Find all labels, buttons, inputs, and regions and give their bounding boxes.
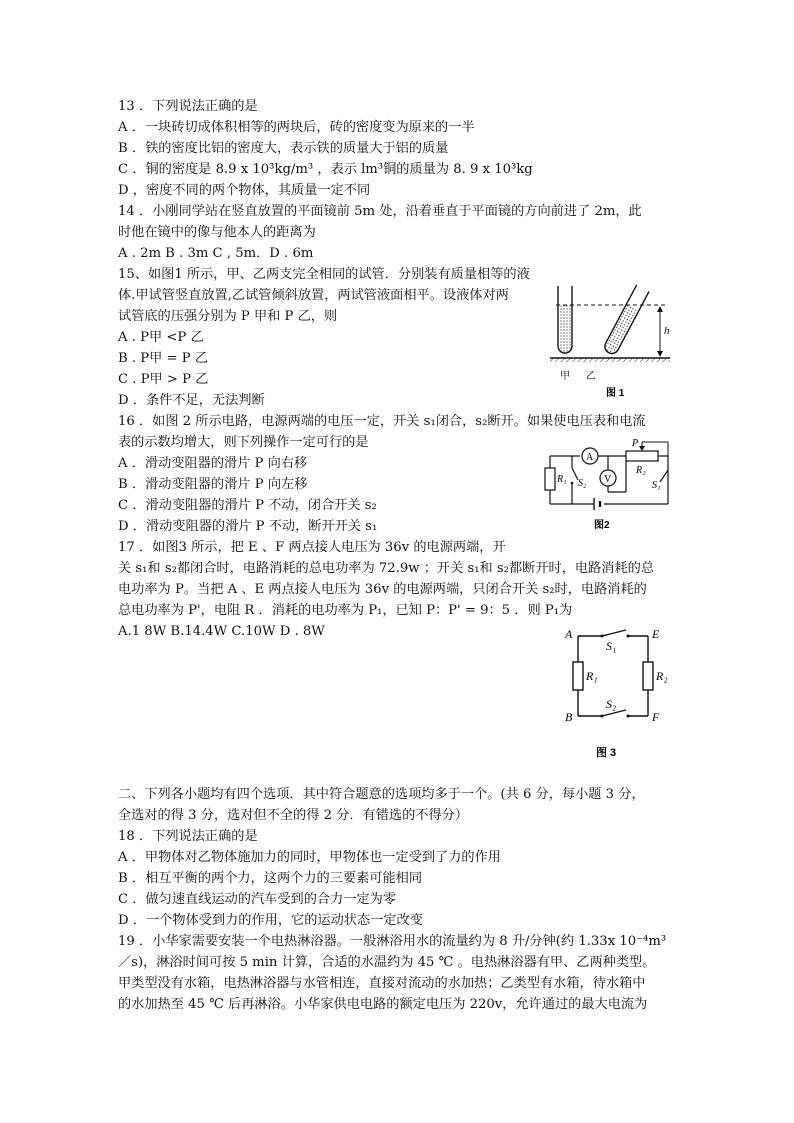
figure-3-label-b: B xyxy=(565,710,573,724)
q15-option-a: A . P甲 <P 乙 xyxy=(118,330,204,345)
q17-stem-line2: 关 s₁和 s₂都闭合时，电路消耗的总电功率为 72.9w ；开关 s₁和 s₂都断开时，电路消耗的总 xyxy=(118,561,655,576)
figure-2-label-a: A xyxy=(586,452,594,463)
figure-3-label-r2: R₂ xyxy=(656,669,668,683)
figure-2-label-p: P xyxy=(632,438,639,449)
q13-option-b: B ．铁的密度比铝的密度大，表示铁的质量大于铝的质量 xyxy=(118,141,449,156)
q16-option-a: A ．滑动变阻器的滑片 P 向右移 xyxy=(118,456,308,471)
q13-option-a: A ．一块砖切成体积相等的两块后，砖的密度变为原来的一半 xyxy=(118,120,475,135)
figure-1-label-h: h xyxy=(664,325,670,337)
q14-options: A . 2m B . 3m C , 5m．D . 6m xyxy=(118,246,314,261)
q19-line2: ／s)，淋浴时间可按 5 min 计算，合适的水温约为 45 ℃ 。电热淋浴器有甲、乙两种类型。 xyxy=(118,955,656,970)
q16-option-d: D ．滑动变阻器的滑片 P 不动，断开开关 s₁ xyxy=(118,519,378,534)
q16-option-c: C ．滑动变阻器的滑片 P 不动，闭合开关 s₂ xyxy=(118,498,377,513)
q18-stem: 18 ．下列说法正确的是 xyxy=(118,829,258,844)
q18-option-d: D ．一个物体受到力的作用，它的运动状态一定改变 xyxy=(118,913,423,928)
q19-line4: 的水加热至 45 ℃ 后再淋浴。小华家供电电路的额定电压为 220v，允许通过的最大电流为 xyxy=(118,997,648,1012)
q15-option-d: D ．条件不足，无法判断 xyxy=(118,393,265,408)
q16-stem-line1: 16 ．如图 2 所示电路，电源两端的电压一定，开关 s₁闭合，s₂断开。如果使电压表和电流 xyxy=(118,414,646,429)
q17-stem-line3: 电功率为 P。当把 A 、E 两点接人电压为 36v 的电源两端，只闭合开关 s₂时，电路消耗的 xyxy=(118,582,647,597)
figure-2-circuit xyxy=(542,436,674,534)
q18-option-c: C ．做匀速直线运动的汽车受到的合力一定为零 xyxy=(118,892,397,907)
q13-option-d: D ，密度不同的两个物体，其质量一定不同 xyxy=(118,183,371,198)
q17-stem-line4: 总电功率为 P'，电阻 R ．消耗的电功率为 P₁，已知 P：P' = 9：5 ．则 P₁为 xyxy=(118,603,573,618)
figure-2-label-s1: S₁ xyxy=(652,480,661,491)
figure-1-label-yi: 乙 xyxy=(586,371,596,382)
figure-3-label-e: E xyxy=(652,627,660,641)
q17-options: A.1 8W B.14.4W C.10W D . 8W xyxy=(118,624,325,639)
q14-stem-line2: 时他在镜中的像与他本人的距离为 xyxy=(118,225,316,240)
figure-1-test-tubes xyxy=(548,284,678,402)
q18-option-a: A ．甲物体对乙物体施加力的同时，甲物体也一定受到了力的作用 xyxy=(118,850,501,865)
q16-stem-line2: 表的示数均增大，则下列操作一定可行的是 xyxy=(118,435,369,450)
figure-2-caption: 图2 xyxy=(594,520,610,531)
q15-option-c: C . P甲 > P 乙 xyxy=(118,372,209,387)
q13-stem: 13 ．下列说法正确的是 xyxy=(118,99,258,114)
figure-3-label-r1: R₁ xyxy=(586,669,598,683)
figure-3-label-f: F xyxy=(652,710,660,724)
figure-2-label-r2: R₂ xyxy=(636,465,646,476)
figure-2-label-r1: R₁ xyxy=(557,474,567,485)
q15-stem-line2: 体.甲试管竖直放置,乙试管倾斜放置，两试管液面相平。设液体对两 xyxy=(118,288,509,303)
figure-3-label-s2: S₂ xyxy=(606,697,617,711)
section-2-heading-line2: 全选对的得 3 分，选对但不全的得 2 分．有错选的不得分） xyxy=(118,808,469,823)
q18-option-b: B ．相互平衡的两个力，这两个力的三要素可能相同 xyxy=(118,871,423,886)
q14-stem-line1: 14 ．小刚同学站在竖直放置的平面镜前 5m 处，沿着垂直于平面镜的方向前进了 2m，此 xyxy=(118,204,642,219)
figure-2-label-s2: S₂ xyxy=(578,478,587,489)
figure-1-label-jia: 甲 xyxy=(560,371,570,382)
q19-line3: 甲类型没有水箱，电热淋浴器与水管相连，直接对流动的水加热；乙类型有水箱，待水箱中 xyxy=(118,976,646,991)
q16-option-b: B ．滑动变阻器的滑片 P 向左移 xyxy=(118,477,308,492)
q15-stem-line1: 15、如图1 所示，甲、乙两支完全相同的试管．分别装有质量相等的液 xyxy=(118,267,530,282)
q15-stem-line3: 试管底的压强分别为 P 甲和 P 乙，则 xyxy=(118,309,338,324)
q19-line1: 19 ．小华家需要安装一个电热淋浴器。一般淋浴用水的流量约为 8 升/分钟(约 1.33x 10⁻⁴m³ xyxy=(118,934,667,949)
section-2-heading-line1: 二、下列各小题均有四个选项．其中符合题意的选项均多于一个。(共 6 分，每小题 3 分， xyxy=(118,787,645,802)
figure-3-circuit xyxy=(562,624,674,760)
q15-option-b: B . P甲 = P 乙 xyxy=(118,351,209,366)
q17-stem-line1: 17 ．如图3 所示，把 E 、F 两点接人电压为 36v 的电源两端，开 xyxy=(118,540,506,555)
figure-1-caption: 图 1 xyxy=(606,388,625,399)
q13-option-c: C ．铜的密度是 8.9 x 10³kg/m³ ，表示 lm³铜的质量为 8. 9 x 10³kg xyxy=(118,162,533,177)
figure-2-label-v: V xyxy=(604,474,612,485)
figure-3-label-s1: S₁ xyxy=(606,639,617,653)
figure-3-label-a: A xyxy=(565,627,573,641)
figure-3-caption: 图 3 xyxy=(596,747,617,759)
